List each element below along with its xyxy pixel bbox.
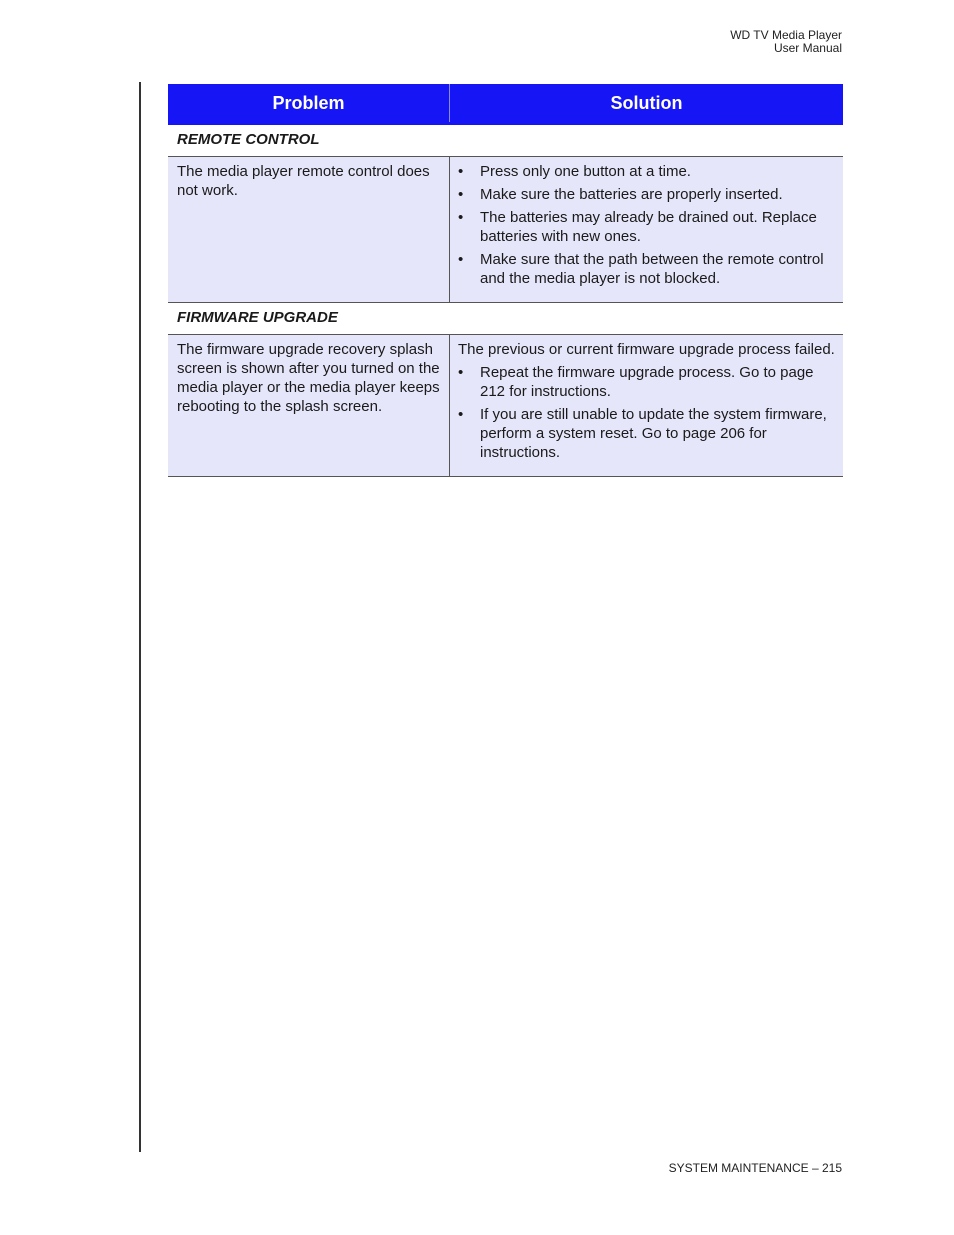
bullet-glyph: •: [458, 406, 464, 423]
table-header-row: [168, 84, 843, 124]
running-header: [730, 29, 842, 55]
bullet-glyph: •: [458, 163, 464, 180]
list-item: [458, 363, 835, 401]
bullet-glyph: •: [458, 364, 464, 381]
problem-cell: The media player remote control does not work.: [168, 157, 450, 303]
solution-text: Press only one button at a time.: [480, 163, 691, 180]
list-item: [458, 250, 835, 288]
problem-cell: The firmware upgrade recovery splash screen is shown after you turned on the media player or the media player keeps rebooting to the splash screen.: [168, 335, 450, 477]
section-title: FIRMWARE UPGRADE: [168, 303, 843, 335]
table-row: [168, 335, 843, 477]
bullet-glyph: •: [458, 186, 464, 203]
solution-intro: The previous or current firmware upgrade process failed.: [458, 341, 835, 358]
solution-cell: [450, 335, 844, 477]
solution-list: [458, 363, 835, 462]
header-product-name: WD TV Media Player: [730, 28, 842, 42]
solution-cell: [450, 157, 844, 303]
table-row: [168, 157, 843, 303]
solution-list: [458, 162, 835, 288]
solution-text: Make sure that the path between the remote control and the media player is not blocked.: [480, 251, 824, 287]
list-item: [458, 162, 835, 181]
list-item: [458, 405, 835, 462]
solution-text: Repeat the firmware upgrade process. Go to page 212 for instructions.: [480, 364, 814, 400]
list-item: [458, 185, 835, 204]
column-header-problem: Problem: [168, 84, 450, 124]
section-title: REMOTE CONTROL: [168, 124, 843, 157]
solution-text: If you are still unable to update the system firmware, perform a system reset. Go to page 206 for instructions.: [480, 406, 827, 461]
solution-text: The batteries may already be drained out. Replace batteries with new ones.: [480, 209, 817, 245]
bullet-glyph: •: [458, 251, 464, 268]
header-manual-name: User Manual: [773, 41, 842, 55]
section-row-remote-control: [168, 124, 843, 157]
left-margin-rule: [139, 82, 141, 1152]
solution-text: Make sure the batteries are properly inserted.: [480, 186, 783, 203]
column-header-solution: Solution: [450, 84, 844, 124]
troubleshooting-table: [168, 84, 843, 477]
page-footer: SYSTEM MAINTENANCE – 215: [668, 1161, 842, 1175]
section-row-firmware-upgrade: [168, 303, 843, 335]
bullet-glyph: •: [458, 209, 464, 226]
list-item: [458, 208, 835, 246]
